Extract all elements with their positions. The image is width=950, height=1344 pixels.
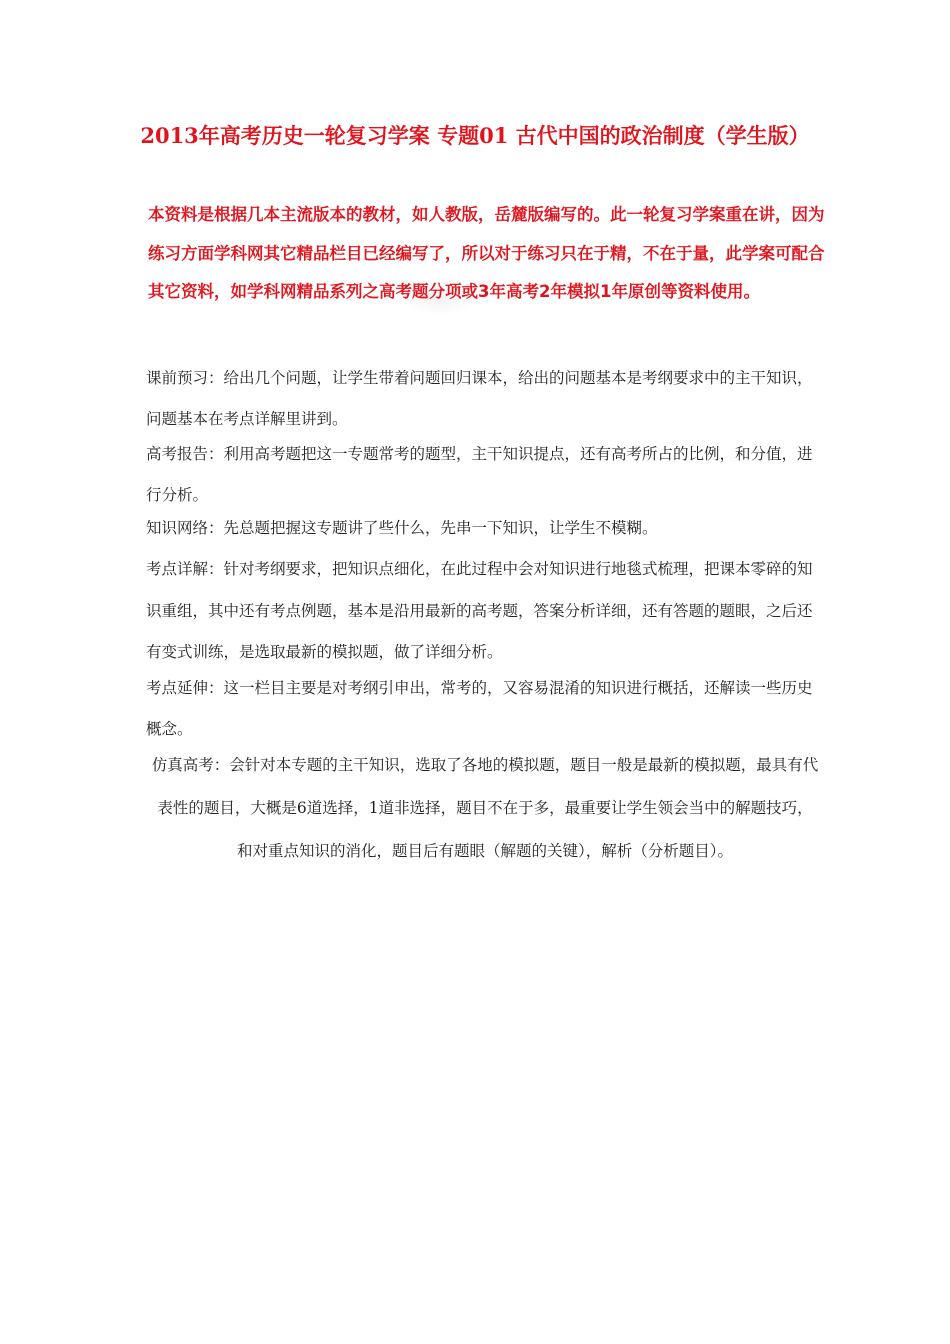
section-report: 高考报告：利用高考题把这一专题常考的题型，主干知识提点，还有高考所占的比例，和分值，进行分析。 <box>146 445 813 504</box>
section-simulation: 仿真高考：会针对本专题的主干知识，选取了各地的模拟题，题目一般是最新的模拟题，最具有代表性的题目，大概是6道选择，1道非选择，题目不在于多，最重要让学生领会当中的解题技巧，和对重点知识的消化，题目后有题眼（解题的关键），解析（分析题目）。 <box>151 756 819 860</box>
section-network: 知识网络：先总题把握这专题讲了些什么，先串一下知识，让学生不模糊。 <box>146 519 658 537</box>
section-extend: 考点延伸：这一栏目主要是对考纲引申出，常考的，又容易混淆的知识进行概括，还解读一些历史概念。 <box>146 679 813 738</box>
document-title: 2013年高考历史一轮复习学案 专题01 古代中国的政治制度（学生版） <box>140 123 810 148</box>
section-preview: 课前预习：给出几个问题，让学生带着问题回归课本，给出的问题基本是考纲要求中的主干知识，问题基本在考点详解里讲到。 <box>146 369 813 428</box>
section-detail: 考点详解：针对考纲要求，把知识点细化，在此过程中会对知识进行地毯式梳理，把课本零碎的知识重组，其中还有考点例题，基本是沿用最新的高考题，答案分析详细，还有答题的题眼，之后还有变式训练，是选取最新的模拟题，做了详细分析。 <box>146 560 813 661</box>
intro-note: 本资料是根据几本主流版本的教材，如人教版，岳麓版编写的。此一轮复习学案重在讲，因为练习方面学科网其它精品栏目已经编写了，所以对于练习只在于精，不在于量，此学案可配合其它资料，如学科网精品系列之高考题分项或3年高考2年模拟1年原创等资料使用。 <box>148 205 825 301</box>
